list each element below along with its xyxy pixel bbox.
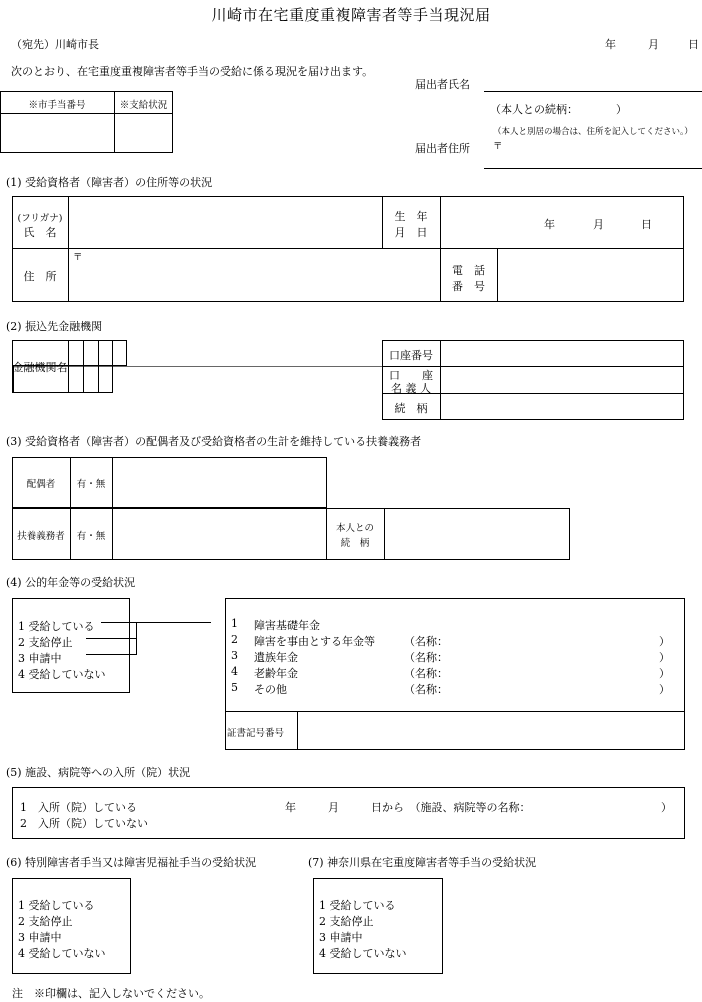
notifier-address-label: 届出者住所 [415,142,470,155]
account-holder-label-1: 口 座 [389,369,433,382]
pension-5-name: （名称： [404,683,448,696]
address-postal-mark: 〒 [73,252,83,263]
kanagawa-status-3[interactable]: 3 申請中 [319,931,363,944]
pension-5-num: 5 [231,681,238,694]
pension-status-3[interactable]: 3 申請中 [18,652,62,665]
special-status-3[interactable]: 3 申請中 [18,931,62,944]
pension-5-label[interactable]: その他 [254,683,287,696]
footer-note: 注 ※印欄は、記入しないでください。 [12,987,210,1000]
dependent-field[interactable] [114,510,324,558]
section7-heading: (7) 神奈川県在宅重度障害者等手当の受給状況 [308,856,537,869]
spouse-label: 配偶者 [26,479,56,490]
bank-name-label: 金融機関名 [12,361,68,374]
account-relation-label: 続 柄 [394,402,428,415]
facility-year: 年 [285,801,296,814]
section6-heading: (6) 特別障害者手当又は障害児福祉手当の受給状況 [6,856,257,869]
notifier-name-label: 届出者氏名 [415,78,470,91]
facility-close: ） [661,801,672,814]
pension-1-num: 1 [231,617,238,630]
phone-field[interactable] [499,250,682,300]
pension-2-label[interactable]: 障害を事由とする年金等 [254,635,375,648]
dependent-relation-label-2: 続 柄 [340,538,370,549]
pension-3-name: （名称： [404,651,448,664]
spouse-yes-no[interactable]: 有・無 [76,479,106,490]
pension-4-close: ） [659,667,670,680]
address-label: 住 所 [23,270,57,283]
name-label: 氏 名 [23,226,57,239]
special-status-4[interactable]: 4 受給していない [18,947,106,960]
section3-heading: (3) 受給資格者（障害者）の配偶者及び受給資格者の生計を維持している扶養義務者 [6,435,422,448]
date-month: 月 [648,38,659,51]
section5-heading: (5) 施設、病院等への入所（院）状況 [6,766,191,779]
birth-month: 月 [593,218,604,231]
facility-opt-2[interactable]: 2 入所（院）していない [20,817,148,830]
pension-4-label[interactable]: 老齢年金 [254,667,298,680]
special-status-1[interactable]: 1 受給している [18,899,95,912]
pension-4-num: 4 [231,665,238,678]
dependent-label: 扶養義務者 [17,531,65,542]
facility-month: 月 [328,801,339,814]
cert-number-field[interactable] [299,713,683,748]
pension-status-1[interactable]: 1 受給している [18,620,95,633]
birth-day: 日 [641,218,652,231]
relation-close: ） [616,103,627,116]
office-payment-status: ※支給状況 [119,100,168,111]
address-field[interactable] [70,262,438,300]
birth-label-2: 月 日 [394,226,428,239]
pension-4-name: （名称： [404,667,448,680]
kanagawa-status-2[interactable]: 2 支給停止 [319,915,374,928]
birth-year: 年 [544,218,555,231]
furigana-label: (フリガナ) [17,213,63,224]
pension-3-num: 3 [231,649,238,662]
connector-line [101,622,211,623]
pension-1-label[interactable]: 障害基礎年金 [254,619,320,632]
notifier-name-line[interactable] [484,91,702,92]
account-holder-label-2: 名 義 人 [391,382,431,395]
addressee: （宛先）川崎市長 [11,38,99,51]
pension-3-close: ） [659,651,670,664]
account-number-field[interactable] [442,342,682,364]
relation-label: （本人との続柄： [490,103,578,116]
address-note: （本人と別居の場合は、住所を記入してください。） [493,127,693,137]
account-number-label: 口座番号 [389,349,433,362]
cert-number-label: 証書記号番号 [227,728,285,739]
office-city-number: ※市手当番号 [28,100,86,111]
facility-opt-1[interactable]: 1 入所（院）している [20,801,137,814]
pension-2-num: 2 [231,633,238,646]
kanagawa-status-1[interactable]: 1 受給している [319,899,396,912]
kanagawa-status-4[interactable]: 4 受給していない [319,947,407,960]
page-title: 川崎市在宅重度重複障害者等手当現況届 [211,6,491,24]
dependent-yes-no[interactable]: 有・無 [76,531,106,542]
pension-status-4[interactable]: 4 受給していない [18,668,106,681]
name-field[interactable] [70,198,380,246]
phone-label-2: 番 号 [452,280,485,293]
dependent-relation-field[interactable] [386,510,568,558]
section1-heading: (1) 受給資格者（障害者）の住所等の状況 [6,176,213,189]
dependent-relation-label-1: 本人との [335,523,374,534]
account-holder-field[interactable] [442,368,682,391]
account-relation-field[interactable] [442,395,682,418]
intro-text: 次のとおり、在宅重度重複障害者等手当の受給に係る現況を届け出ます。 [11,65,374,78]
notifier-address-line[interactable] [484,168,702,169]
section4-heading: (4) 公的年金等の受給状況 [6,576,136,589]
bank-name-field[interactable] [128,342,380,364]
pension-status-2[interactable]: 2 支給停止 [18,636,73,649]
spouse-field[interactable] [114,459,325,506]
birth-label-1: 生 年 [394,210,428,223]
section2-heading: (2) 振込先金融機関 [6,320,103,333]
postal-mark: 〒 [493,141,503,152]
pension-2-close: ） [659,635,670,648]
pension-3-label[interactable]: 遺族年金 [254,651,298,664]
phone-label-1: 電 話 [452,264,485,277]
date-day: 日 [688,38,699,51]
date-year: 年 [605,38,616,51]
pension-2-name: （名称： [404,635,448,648]
special-status-2[interactable]: 2 支給停止 [18,915,73,928]
facility-from: 日から （施設、病院等の名称： [371,801,531,814]
pension-5-close: ） [659,683,670,696]
